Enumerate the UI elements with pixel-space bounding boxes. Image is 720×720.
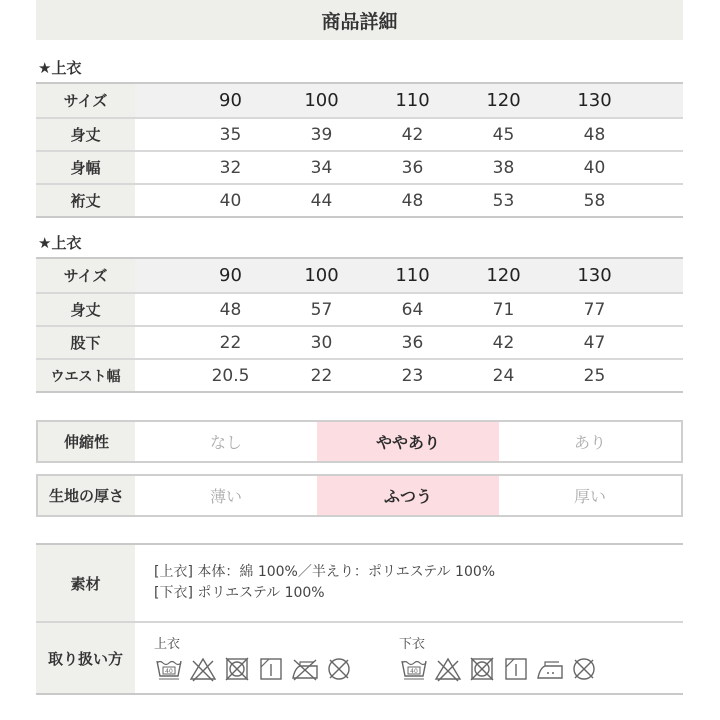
value-cell: 22 [219, 332, 242, 353]
size-cell: 90 [219, 90, 242, 111]
no-bleach-icon [433, 656, 463, 682]
table-row [36, 183, 683, 216]
size-header-row [36, 84, 683, 117]
svg-text:40: 40 [165, 668, 173, 675]
no-bleach-icon [188, 656, 218, 682]
value-cell: 35 [219, 124, 242, 145]
scale-option: 厚い [573, 487, 606, 506]
value-cell: 45 [492, 124, 515, 145]
material-care-block [36, 543, 683, 695]
table-row [36, 150, 683, 183]
svg-text:40: 40 [410, 668, 418, 675]
scale-label: 生地の厚さ [38, 476, 135, 515]
value-cell: 36 [401, 157, 424, 178]
care-row [36, 623, 683, 693]
size-cell: 100 [304, 265, 339, 286]
wash-40-icon [399, 656, 429, 682]
value-cell: 48 [401, 190, 424, 211]
material-row [36, 545, 683, 623]
size-header-row [36, 259, 683, 292]
value-cell: 25 [583, 365, 606, 386]
iron-medium-icon [535, 656, 565, 682]
value-cell: 57 [310, 299, 333, 320]
value-cell: 47 [583, 332, 606, 353]
table-row [36, 292, 683, 325]
value-cell: 42 [401, 124, 424, 145]
value-cell: 48 [583, 124, 606, 145]
size-cell: 130 [577, 90, 612, 111]
scale-label: 伸縮性 [38, 422, 135, 461]
row-label: 身丈 [36, 294, 135, 325]
material-line: [下衣] ポリエステル 100% [154, 585, 325, 601]
row-label: ウエスト幅 [36, 360, 135, 391]
care-group-label: 上衣 [154, 637, 181, 652]
no-dry-clean-icon [324, 656, 354, 682]
care-group-bottom [399, 633, 644, 693]
no-iron-icon [290, 656, 320, 682]
value-cell: 71 [492, 299, 515, 320]
row-label: 身丈 [36, 119, 135, 150]
scale-option: 薄い [209, 487, 242, 506]
table-row [36, 358, 683, 391]
size-table-top [36, 82, 683, 218]
value-cell: 20.5 [211, 365, 250, 386]
drip-dry-shade-icon [501, 656, 531, 682]
scale-option-selected: ふつう [317, 476, 499, 515]
value-cell: 40 [583, 157, 606, 178]
value-cell: 64 [401, 299, 424, 320]
row-label: 身幅 [36, 152, 135, 183]
section-label-top: ★上衣 [38, 59, 82, 77]
value-cell: 58 [583, 190, 606, 211]
wash-40-icon [154, 656, 184, 682]
section-label-bottom: ★上衣 [38, 234, 82, 252]
no-dry-clean-icon [569, 656, 599, 682]
scale-option: あり [573, 433, 606, 452]
value-cell: 30 [310, 332, 333, 353]
care-label: 取り扱い方 [36, 623, 135, 693]
size-cell: 130 [577, 265, 612, 286]
value-cell: 48 [219, 299, 242, 320]
value-cell: 23 [401, 365, 424, 386]
size-cell: 110 [395, 90, 430, 111]
value-cell: 40 [219, 190, 242, 211]
material-label: 素材 [36, 545, 135, 621]
scale-option: なし [209, 433, 242, 452]
size-cell: 90 [219, 265, 242, 286]
row-label: 股下 [36, 327, 135, 358]
size-cell: 120 [486, 90, 521, 111]
size-cell: 120 [486, 265, 521, 286]
care-group-top [154, 633, 399, 693]
size-table-bottom [36, 257, 683, 393]
value-cell: 53 [492, 190, 515, 211]
row-label: サイズ [36, 259, 135, 292]
value-cell: 22 [310, 365, 333, 386]
table-row [36, 325, 683, 358]
value-cell: 42 [492, 332, 515, 353]
value-cell: 24 [492, 365, 515, 386]
page-title: 商品詳細 [36, 0, 683, 40]
care-group-label: 下衣 [399, 637, 426, 652]
size-cell: 100 [304, 90, 339, 111]
row-label: 裄丈 [36, 185, 135, 216]
value-cell: 38 [492, 157, 515, 178]
value-cell: 36 [401, 332, 424, 353]
thickness-scale [36, 474, 683, 517]
value-cell: 44 [310, 190, 333, 211]
drip-dry-shade-icon [256, 656, 286, 682]
value-cell: 77 [583, 299, 606, 320]
table-row [36, 117, 683, 150]
no-tumble-dry-icon [222, 656, 252, 682]
row-label: サイズ [36, 84, 135, 117]
scale-option-selected: ややあり [317, 422, 499, 461]
no-tumble-dry-icon [467, 656, 497, 682]
value-cell: 39 [310, 124, 333, 145]
value-cell: 32 [219, 157, 242, 178]
material-line: [上衣] 本体：綿 100%／半えり：ポリエステル 100% [154, 564, 496, 580]
size-cell: 110 [395, 265, 430, 286]
value-cell: 34 [310, 157, 333, 178]
stretch-scale [36, 420, 683, 463]
